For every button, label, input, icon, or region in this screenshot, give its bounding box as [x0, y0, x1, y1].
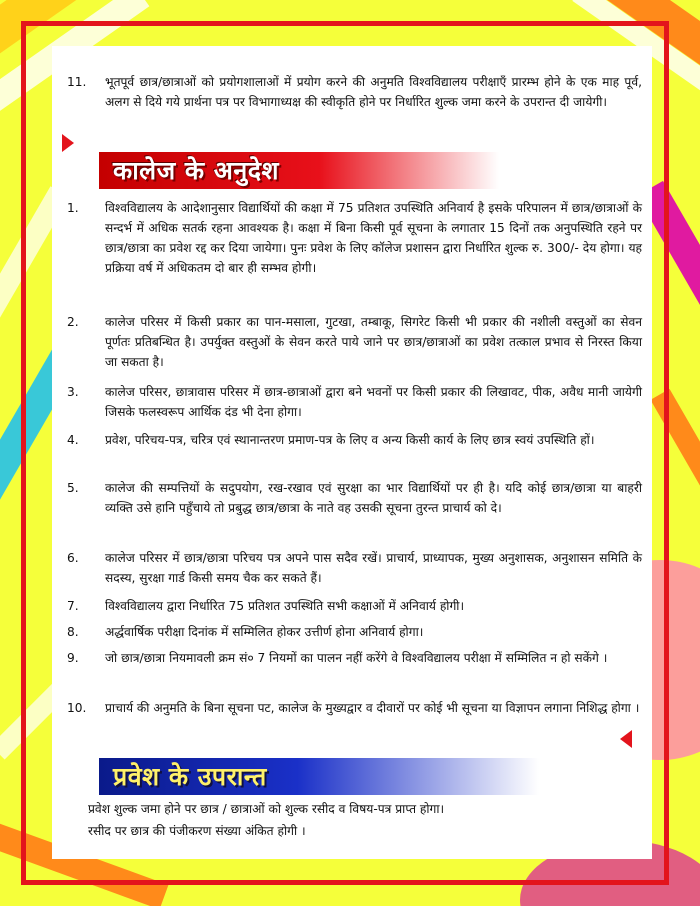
item-number: 10. — [67, 701, 87, 715]
item-number: 3. — [67, 385, 79, 399]
list-item — [67, 596, 642, 616]
list-item — [67, 72, 642, 112]
item-text: भूतपूर्व छात्र/छात्राओं को प्रयोगशालाओं में प्रयोग करने की अनुमति विश्वविद्यालय परीक्षाएँ प्रारम्भ होने के एक माह पूर्व, अलग से दिये गये प्रार्थना पत्र पर विभागाध्यक्ष की स्वीकृति होने पर निर्धारित शुल्क जमा करने के उपरान्त दी जायेगी। — [105, 75, 642, 109]
item-number: 8. — [67, 625, 79, 639]
item-number: 6. — [67, 551, 79, 565]
item-text: विश्वविद्यालय के आदेशानुसार विद्यार्थियों की कक्षा में 75 प्रतिशत उपस्थिति अनिवार्य है इसके परिपालन में छात्र/छात्राओं के सन्दर्भ में अधिक सतर्क रहना आवश्यक है। कक्षा में बिना किसी पूर्व सूचना के लगातार 15 दिनों तक अनुपस्थिति रहने पर छात्र/छात्रा का प्रवेश रद्द कर दिया जायेगा। पुनः प्रवेश के लिए कॉलेज प्रशासन द्वारा निर्धारित शुल्क रु. 300/- देय होगा। यह प्रक्रिया वर्ष में अधिकतम दो बार ही सम्भव होगी। — [105, 201, 642, 275]
item-number: 5. — [67, 481, 79, 495]
document-page — [52, 46, 652, 859]
item-text: प्रवेश, परिचय-पत्र, चरित्र एवं स्थानान्तरण प्रमाण-पत्र के लिए व अन्य किसी कार्य के लिए छात्र स्वयं उपस्थिति हों। — [105, 433, 595, 447]
item-text: कालेज परिसर में किसी प्रकार का पान-मसाला, गुटखा, तम्बाकू, सिगरेट किसी भी प्रकार की नशीली वस्तुओं का सेवन पूर्णतः प्रतिबन्धित है। उपर्युक्त वस्तुओं के सेवन करते पाये जाने पर छात्र/छात्राओं का प्रवेश तत्काल प्रभाव से निरस्त किया जा सकता है। — [105, 315, 642, 369]
item-number: 1. — [67, 201, 79, 215]
item-number: 11. — [67, 75, 87, 89]
item-number: 9. — [67, 651, 79, 665]
list-item — [67, 478, 642, 518]
item-text: कालेज परिसर, छात्रावास परिसर में छात्र-छात्राओं द्वारा बने भवनों पर किसी प्रकार की लिखावट, पीक, अवैध मानी जायेगी जिसके फलस्वरूप आर्थिक दंड भी देना होगा। — [105, 385, 642, 419]
section-heading-instructions — [99, 152, 499, 189]
section-title: प्रवेश के उपरान्त — [113, 761, 267, 791]
list-item — [67, 430, 642, 450]
item-text: कालेज परिसर में छात्र/छात्रा परिचय पत्र अपने पास सदैव रखें। प्राचार्य, प्राध्यापक, मुख्य अनुशासक, अनुशासन समिति के सदस्य, सुरक्षा गार्ड किसी समय चैक कर सकते हैं। — [105, 551, 642, 585]
section-title: कालेज के अनुदेश — [113, 155, 280, 185]
item-number: 7. — [67, 599, 79, 613]
red-arrow-marker — [620, 730, 632, 748]
list-item — [67, 622, 642, 642]
item-text: विश्वविद्यालय द्वारा निर्धारित 75 प्रतिशत उपस्थिति सभी कक्षाओं में अनिवार्य होगी। — [105, 599, 465, 613]
item-text: अर्द्धवार्षिक परीक्षा दिनांक में सम्मिलित होकर उत्तीर्ण होना अनिवार्य होगा। — [105, 625, 424, 639]
list-item — [67, 198, 642, 278]
section-heading-after-admission — [99, 758, 539, 795]
list-item — [67, 698, 642, 718]
list-item — [67, 312, 642, 372]
item-number: 4. — [67, 433, 79, 447]
item-text: जो छात्र/छात्रा नियमावली क्रम सं० 7 नियमों का पालन नहीं करेंगे वे विश्वविद्यालय परीक्षा में सम्मिलित न हो सकेंगे । — [105, 651, 608, 665]
item-text: प्राचार्य की अनुमति के बिना सूचना पट, कालेज के मुख्यद्वार व दीवारों पर कोई भी सूचना या विज्ञापन लगाना निशिद्ध होगा । — [105, 701, 640, 715]
list-item — [67, 548, 642, 588]
paragraph-line: प्रवेश शुल्क जमा होने पर छात्र / छात्राओं को शुल्क रसीद व विषय-पत्र प्राप्त होगा। — [88, 802, 445, 816]
item-text: कालेज की सम्पत्तियों के सदुपयोग, रख-रखाव एवं सुरक्षा का भार विद्यार्थियों पर ही है। यदि कोई छात्र/छात्रा या बाहरी व्यक्ति उसे हानि पहुँचाये तो प्रबुद्ध छात्र/छात्रा के नाते वह उसकी सूचना तुरन्त प्राचार्य को दे। — [105, 481, 642, 515]
paragraph-line: रसीद पर छात्र की पंजीकरण संख्या अंकित होगी । — [88, 824, 306, 838]
list-item — [67, 648, 642, 668]
list-item — [67, 382, 642, 422]
item-number: 2. — [67, 315, 79, 329]
red-arrow-marker — [62, 134, 74, 152]
